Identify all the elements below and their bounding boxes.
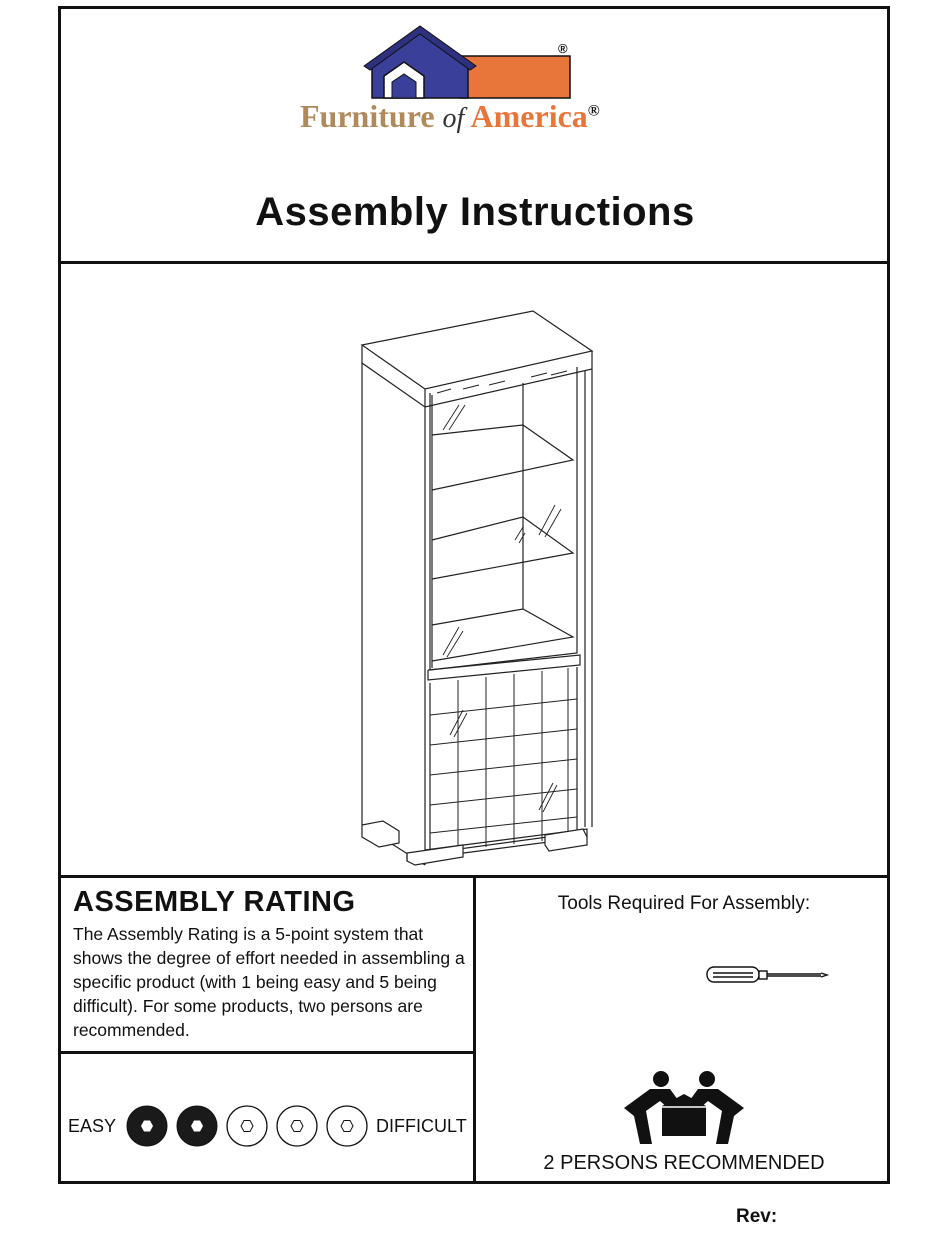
rating-dot-5-empty-icon: [326, 1105, 368, 1147]
brand-word-furniture: Furniture: [300, 98, 435, 134]
two-persons-carrying-icon: [624, 1070, 744, 1145]
page-title: Assembly Instructions: [255, 190, 695, 234]
rating-dot-3-empty-icon: [226, 1105, 268, 1147]
revision-label: Rev:: [736, 1206, 778, 1227]
registered-mark: ®: [587, 102, 600, 120]
tools-heading: Tools Required For Assembly:: [557, 893, 811, 914]
easy-label: EASY: [68, 1115, 117, 1136]
brand-word-america: America: [470, 98, 588, 134]
assembly-rating-description: The Assembly Rating is a 5-point system that shows the degree of effort needed in assembling a specific product (with 1 being easy and 5 being difficult). For some products, two persons are recommended.: [73, 924, 465, 1040]
svg-text:®: ®: [558, 41, 568, 56]
screwdriver-icon: [705, 963, 830, 987]
rating-dot-1-filled-icon: [126, 1105, 168, 1147]
header-divider: [58, 261, 890, 264]
brand-wordmark: [300, 98, 600, 135]
difficulty-scale: [68, 1102, 467, 1150]
bottom-column-divider: [473, 875, 476, 1184]
rating-divider: [58, 1051, 475, 1054]
rating-dot-4-empty-icon: [276, 1105, 318, 1147]
rating-dot-2-filled-icon: [176, 1105, 218, 1147]
assembly-rating-heading: ASSEMBLY RATING: [73, 886, 356, 918]
persons-recommended-label: 2 PERSONS RECOMMENDED: [543, 1152, 825, 1174]
brand-word-of: of: [442, 103, 465, 134]
wine-cabinet-illustration: [355, 305, 605, 870]
difficult-label: DIFFICULT: [376, 1115, 467, 1136]
